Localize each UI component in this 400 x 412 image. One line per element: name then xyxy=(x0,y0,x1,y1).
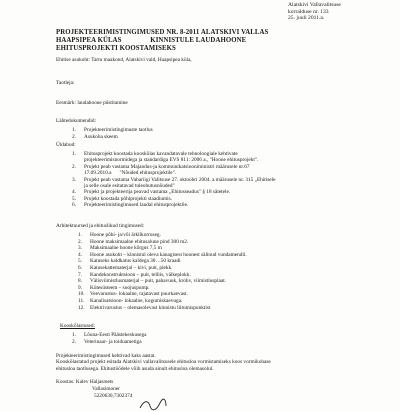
signer-role: Vallasimoner xyxy=(92,386,120,392)
list-item: 1. Hoone põhi- ja/või ärklikorruseg. xyxy=(78,232,161,238)
list-item: 6. Projekteerimistingimused laudal ehitusprojektile. xyxy=(72,202,189,209)
list-item-continuation: ja selle osale esitatavad tuleohutusnõuded" xyxy=(84,183,175,190)
list-item: 4. Hoone asukoht – kinnistul oleva kanagisest hoonest sälinud vundamendil. xyxy=(78,251,247,258)
document-title xyxy=(56,29,268,52)
list-item: 4. Projekt ja projekteerija peavad vastama „Ehitusseadus" § 18 sätetele. xyxy=(72,189,231,196)
list-item-continuation: 17.09.2010.a "Nõuded ehitusprojektile". xyxy=(84,170,177,177)
architectural-conditions-list xyxy=(78,232,247,311)
title-line-2: HAAPSIPEA KÜLAS KINNISTULE LAUDAHOONE xyxy=(56,36,247,44)
list-item: 1. Projekteerimistingimuste taotlus xyxy=(72,127,153,133)
compiled-by: Koostas: Kalev Haljasmets xyxy=(56,379,114,385)
list-item: 2. Veterinaar- ja toiduametiga xyxy=(72,338,142,345)
list-item: 5. Projekt koostada põhiprojekti staadiumis. xyxy=(72,195,172,202)
approval-line-3: 25. juuli 2011.a. xyxy=(288,15,325,22)
title-line-1: PROJEKTEERIMISTINGIMUSED NR. 8-2011 ALATSKIVI VALLAS xyxy=(56,29,269,36)
building-location: Ehitise asukoht: Tartu maakond, Alatskivi vald, Haapsipea küla, xyxy=(56,57,192,63)
approvals-heading: Kooskõlastused: xyxy=(60,323,96,329)
list-item: 6. Katusekattematerjal – kivi, puit, plekk. xyxy=(78,264,173,271)
list-item: 8. Välisviimistlusmaterjal – puit, pahavuuk, krohv, viimistlusplaat. xyxy=(78,278,227,285)
list-item: 9. Kütesüsteem – soojuspump. xyxy=(78,284,150,291)
architectural-conditions-heading: Arhitektuursed ja ehituslikud tingimused: xyxy=(56,223,145,229)
approval-note xyxy=(288,2,341,22)
list-item-continuation: projekteerimisnormidega ja standardiga EVS 811: 2006 a., "Hoone ehitusprojekt". xyxy=(84,157,259,164)
signature-mark xyxy=(138,398,168,412)
signer-phone: 5220630,7302374 xyxy=(94,393,133,399)
general-requirements-heading: Üldabud: xyxy=(56,142,76,148)
general-requirements-list xyxy=(72,151,275,209)
list-item: 1. Lõuna-Eesti Päästekeskusega xyxy=(72,332,147,338)
list-item: 1. Ehitusprojekt koostada kooskõlas kavandatavale tehnoloogiale kehtivate xyxy=(72,151,238,157)
approval-line-1: Alatskivi Vallavalitsuse xyxy=(288,2,341,8)
list-item: 2. Asukoha skeem xyxy=(72,133,118,140)
list-item: 3. Projekt peab vastama Vabariigi Valitsuse 27. oktoobri 2004. a määrusele nr. 315 „Ehitisele xyxy=(72,176,276,183)
list-item: 11. Kanalisatsioon- lokaalne, kogumiskaevuga. xyxy=(78,297,183,304)
validity-line: Projekteerimistingimused kehtivad kaks aastat. xyxy=(56,353,156,359)
submission-line: Kooskõlastatud projekt esitada Alatskivi vallavalitsusele ehitusloa vormistamiseks koos vormikohase xyxy=(56,359,271,366)
approval-line-2: korralduse nr. 133 xyxy=(288,8,329,15)
list-item: 7. Kandekonstruktsioon – puit, telliis, väikeplokk. xyxy=(78,271,191,278)
list-item: 12. Elektrivarustus – olemasolevast kinnistu liitumispunktist xyxy=(78,304,211,311)
list-item: 2. Hoone maksimaalne ehitusalune pind 300 m2. xyxy=(78,238,189,245)
list-item: 5. Katuseks kaldkatus kaldega 30…50 kraadi xyxy=(78,258,181,265)
approvals-list xyxy=(72,332,147,345)
list-item: 10. Veevarustus- lokaalne, rajatavast puurkaevast. xyxy=(78,291,188,298)
title-line-3: EHITUSPROJEKTI KOOSTAMISEKS xyxy=(56,44,176,52)
source-documents-list xyxy=(72,127,153,140)
list-item: 2. Projekt peab vastama Majandus-ja kommunikatsiooniministri määrusele nr.67 xyxy=(72,163,250,170)
permit-line: ehitusloa taotlusega. Ehitustöödele võib asuda ainult ehitusloa olemasolul. xyxy=(56,365,214,372)
applicant-label: Taotleja: xyxy=(56,80,75,86)
source-documents-heading: Lähtedokumendid: xyxy=(56,118,97,124)
list-item: 3. Maksimaalne hoone kõrgus 7,5 m xyxy=(78,245,162,252)
validity-notes xyxy=(56,353,271,372)
purpose: Eesmärk: laudahoone püstitamine xyxy=(56,100,128,106)
